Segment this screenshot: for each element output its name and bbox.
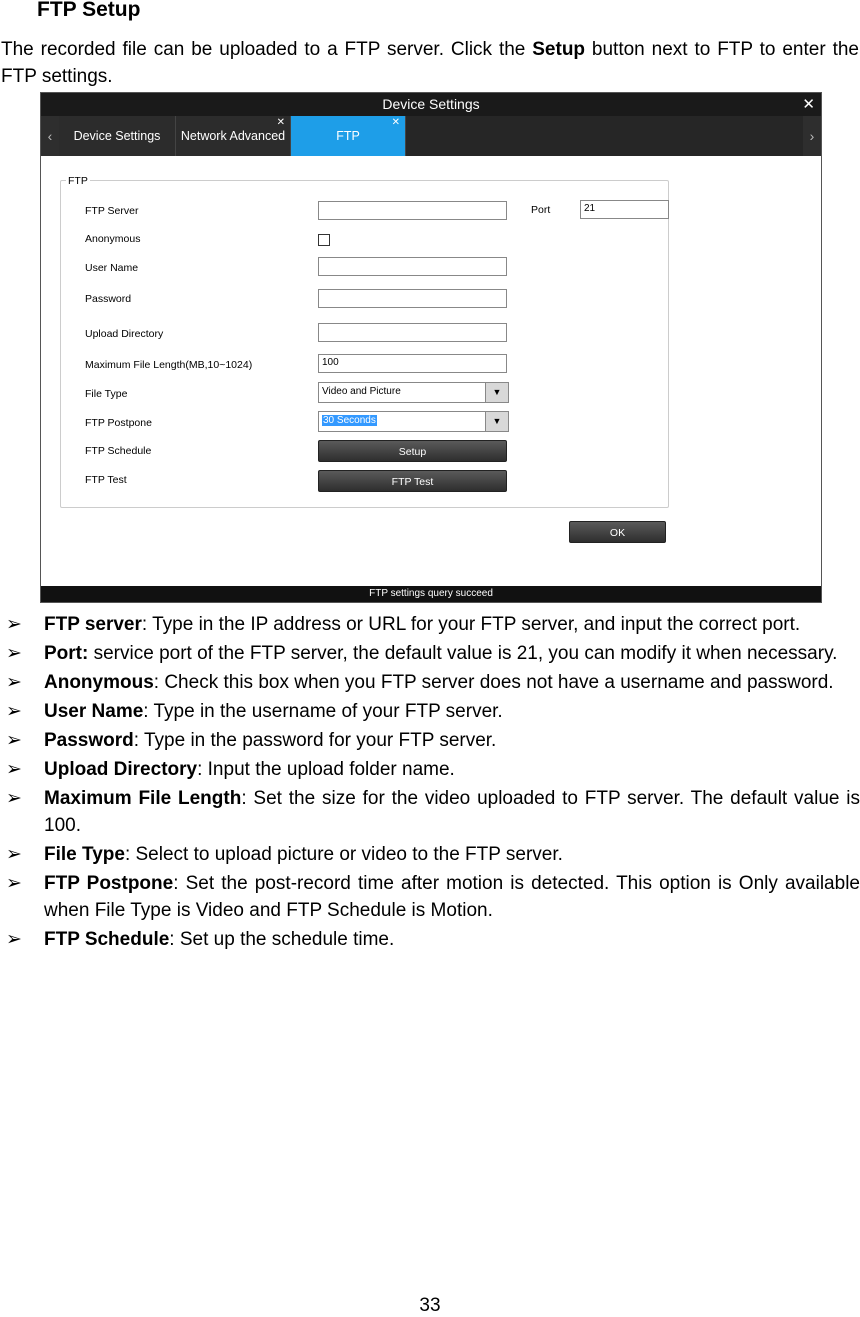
- bullet-arrow-icon: ➢: [6, 759, 22, 780]
- window-title: Device Settings: [382, 96, 480, 112]
- file-type-value: Video and Picture: [322, 386, 401, 397]
- ftp-test-button[interactable]: FTP Test: [318, 470, 507, 492]
- list-item-term: FTP server: [44, 614, 142, 635]
- anonymous-label: Anonymous: [85, 233, 141, 245]
- password-input[interactable]: [318, 289, 507, 308]
- list-item-term: Password: [44, 730, 134, 751]
- section-heading: FTP Setup: [37, 0, 141, 21]
- bullet-arrow-icon: ➢: [6, 614, 22, 635]
- bullet-arrow-icon: ➢: [6, 844, 22, 865]
- list-item-text: : Input the upload folder name.: [197, 759, 455, 780]
- max-file-length-label: Maximum File Length(MB,10~1024): [85, 359, 253, 371]
- tab-close-icon[interactable]: ✕: [391, 117, 400, 128]
- field-descriptions-list: [0, 611, 860, 955]
- dropdown-arrow-icon[interactable]: ▼: [485, 383, 508, 402]
- ftp-test-label: FTP Test: [85, 474, 127, 486]
- list-item-text: : Set the post-record time after motion is detected. This option is Only available when File Type is Video and FTP Schedule is Motion.: [44, 873, 860, 921]
- upload-directory-input[interactable]: [318, 323, 507, 342]
- list-item: [0, 698, 860, 725]
- list-item: [0, 841, 860, 868]
- ftp-group-title: FTP: [68, 175, 88, 187]
- list-item-term: Maximum File Length: [44, 788, 242, 809]
- bullet-arrow-icon: ➢: [6, 730, 22, 751]
- page-number: 33: [419, 1295, 441, 1316]
- list-item: [0, 611, 860, 638]
- file-type-label: File Type: [85, 388, 128, 400]
- bullet-arrow-icon: ➢: [6, 701, 22, 722]
- list-item-term: Upload Directory: [44, 759, 198, 780]
- file-type-select[interactable]: [318, 382, 509, 403]
- max-file-length-input[interactable]: 100: [318, 354, 507, 373]
- list-item: [0, 756, 860, 783]
- user-name-input[interactable]: [318, 257, 507, 276]
- list-item: [0, 785, 860, 839]
- settings-content: [41, 156, 821, 586]
- list-item-term: FTP Postpone: [44, 873, 174, 894]
- bullet-arrow-icon: ➢: [6, 643, 22, 664]
- close-icon[interactable]: ✕: [802, 96, 815, 113]
- user-name-label: User Name: [85, 262, 139, 274]
- window-titlebar: [41, 93, 821, 116]
- ftp-postpone-value: 30 Seconds: [323, 415, 376, 426]
- tab-close-icon[interactable]: ✕: [276, 117, 285, 128]
- bullet-arrow-icon: ➢: [6, 929, 22, 950]
- device-settings-window: [40, 92, 822, 603]
- list-item-term: FTP Schedule: [44, 929, 170, 950]
- list-item: [0, 727, 860, 754]
- port-label: Port: [531, 204, 551, 216]
- intro-text-2: button next to FTP to enter the FTP settings.: [1, 39, 859, 87]
- list-item: [0, 669, 860, 696]
- setup-button[interactable]: Setup: [318, 440, 507, 462]
- intro-text-1: The recorded file can be uploaded to a FTP server. Click the: [1, 39, 533, 60]
- tab-bar: [41, 116, 821, 156]
- list-item-text: : Set up the schedule time.: [169, 929, 395, 950]
- intro-paragraph: [1, 36, 859, 90]
- password-label: Password: [85, 293, 132, 305]
- tab-label: Network Advanced: [180, 129, 286, 143]
- list-item-text: : Type in the username of your FTP server.: [143, 701, 503, 722]
- bullet-arrow-icon: ➢: [6, 788, 22, 809]
- tab-network-advanced[interactable]: [176, 116, 291, 156]
- list-item-term: File Type: [44, 844, 125, 865]
- tab-device-settings[interactable]: [59, 116, 176, 156]
- ftp-postpone-select[interactable]: [318, 411, 509, 432]
- tab-scroll-left-icon[interactable]: ‹: [41, 116, 59, 156]
- list-item: [0, 926, 860, 953]
- ok-button[interactable]: OK: [569, 521, 666, 543]
- tab-ftp[interactable]: [291, 116, 406, 156]
- list-item-text: : Set the size for the video uploaded to FTP server. The default value is 100.: [44, 788, 860, 836]
- tab-label: FTP: [336, 129, 360, 143]
- list-item-text: : Select to upload picture or video to the FTP server.: [124, 844, 563, 865]
- bullet-arrow-icon: ➢: [6, 672, 22, 693]
- list-item: [0, 640, 860, 667]
- port-input[interactable]: 21: [580, 200, 669, 219]
- anonymous-checkbox[interactable]: [318, 234, 330, 246]
- list-item-text: : Type in the password for your FTP server.: [133, 730, 497, 751]
- ftp-server-label: FTP Server: [85, 205, 139, 217]
- status-bar: FTP settings query succeed: [41, 586, 821, 602]
- list-item-text: : Type in the IP address or URL for your FTP server, and input the correct port.: [141, 614, 801, 635]
- tab-label: Device Settings: [73, 129, 161, 143]
- list-item-text: : Check this box when you FTP server does not have a username and password.: [153, 672, 834, 693]
- list-item-term: Anonymous: [44, 672, 154, 693]
- ftp-postpone-label: FTP Postpone: [85, 417, 152, 429]
- list-item: [0, 870, 860, 924]
- intro-bold-setup: Setup: [532, 39, 586, 60]
- upload-directory-label: Upload Directory: [85, 328, 164, 340]
- list-item-term: Port:: [44, 643, 89, 664]
- ftp-server-input[interactable]: [318, 201, 507, 220]
- dropdown-arrow-icon[interactable]: ▼: [485, 412, 508, 431]
- list-item-text: service port of the FTP server, the default value is 21, you can modify it when necessary.: [88, 643, 838, 664]
- bullet-arrow-icon: ➢: [6, 873, 22, 894]
- ftp-schedule-label: FTP Schedule: [85, 445, 152, 457]
- tab-scroll-right-icon[interactable]: ›: [803, 116, 821, 156]
- list-item-term: User Name: [44, 701, 144, 722]
